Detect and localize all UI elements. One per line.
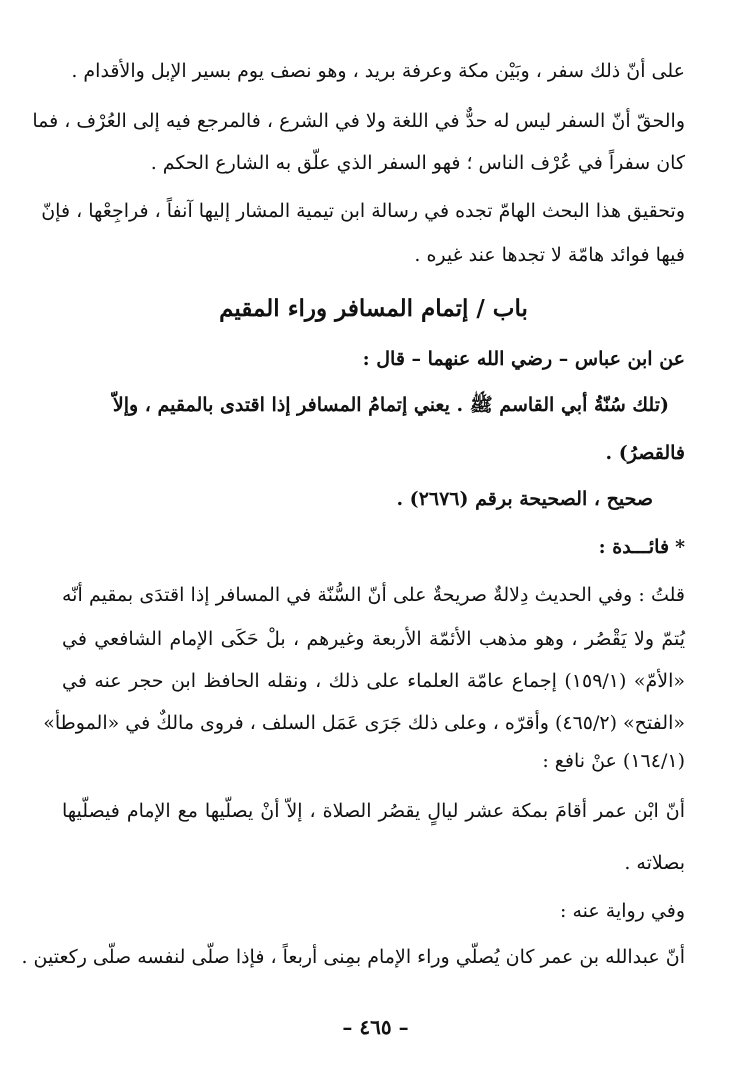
hadith-text-line-1: (تلك سُنّةُ أبي القاسم ﷺ . يعني إتمامُ المسافر إذا اقتدى بالمقيم ، وإلاّ [112,394,669,416]
benefit-heading [62,532,685,562]
hadith-text-line-2: فالقصرُ) . [605,442,685,464]
benefit-line-4: «الفتح» (٤٦٥/٢) وأقرّه ، وعلى ذلك جَرَى عَمَل السلف ، فروى مالكٌ في «الموطأ» [43,712,685,734]
page-number: – ٤٦٥ – [342,1015,409,1039]
hadith-narrator: عن ابن عباس – رضي الله عنهما – قال : [362,348,685,370]
benefit-label: فائـــدة : [598,536,670,558]
benefit-line-3: «الأمّ» (١٥٩/١) إجماع عامّة العلماء على ذلك ، ونقله الحافظ ابن حجر عنه في [62,670,685,692]
intro-line-1: على أنّ ذلك سفر ، وبَيْن مكة وعرفة بريد ، وهو نصف يوم بسير الإبل والأقدام . [71,60,685,82]
benefit-star-icon: * [675,536,685,558]
quote-2: أنّ عبدالله بن عمر كان يُصلّي وراء الإمام بمِنى أربعاً ، فإذا صلّى لنفسه صلّى ركعتين . [21,946,685,968]
benefit-line-2: يُتمّ ولا يَقْصُر ، وهو مذهب الأئمّة الأربعة وغيرهم ، بلْ حَكَى الإمام الشافعي في [62,628,685,650]
hadith-grading: صحيح ، الصحيحة برقم (٢٦٧٦) . [396,488,653,510]
another-narration-label: وفي رواية عنه : [560,900,685,922]
intro-line-4: وتحقيق هذا البحث الهامّ تجده في رسالة ابن تيمية المشار إليها آنفاً ، فراجِعْها ، فإنّ [41,200,685,222]
benefit-line-1: قلتُ : وفي الحديث دِلالةٌ صريحةٌ على أنّ السُّنّة في المسافر إذا اقتدَى بمقيم أنّه [62,584,685,606]
benefit-line-5: (١٦٤/١) عنْ نافع : [542,750,685,772]
intro-line-2: والحقّ أنّ السفر ليس له حدٌّ في اللغة ولا في الشرع ، فالمرجع فيه إلى العُرْف ، فما [32,110,685,132]
page-content [21,40,685,1088]
intro-line-5: فيها فوائد هامّة لا تجدها عند غيره . [414,244,685,266]
chapter-title: باب / إتمام المسافر وراء المقيم [219,295,528,322]
quote-line-1: أنّ ابْن عمر أقامَ بمكة عشر ليالٍ يقصُر الصلاة ، إلاّ أنْ يصلّيها مع الإمام فيصلّيها [62,800,685,822]
intro-line-3: كان سفراً في عُرْف الناس ؛ فهو السفر الذي علّق به الشارع الحكم . [150,152,685,174]
quote-line-2: بصلاته . [624,852,685,874]
